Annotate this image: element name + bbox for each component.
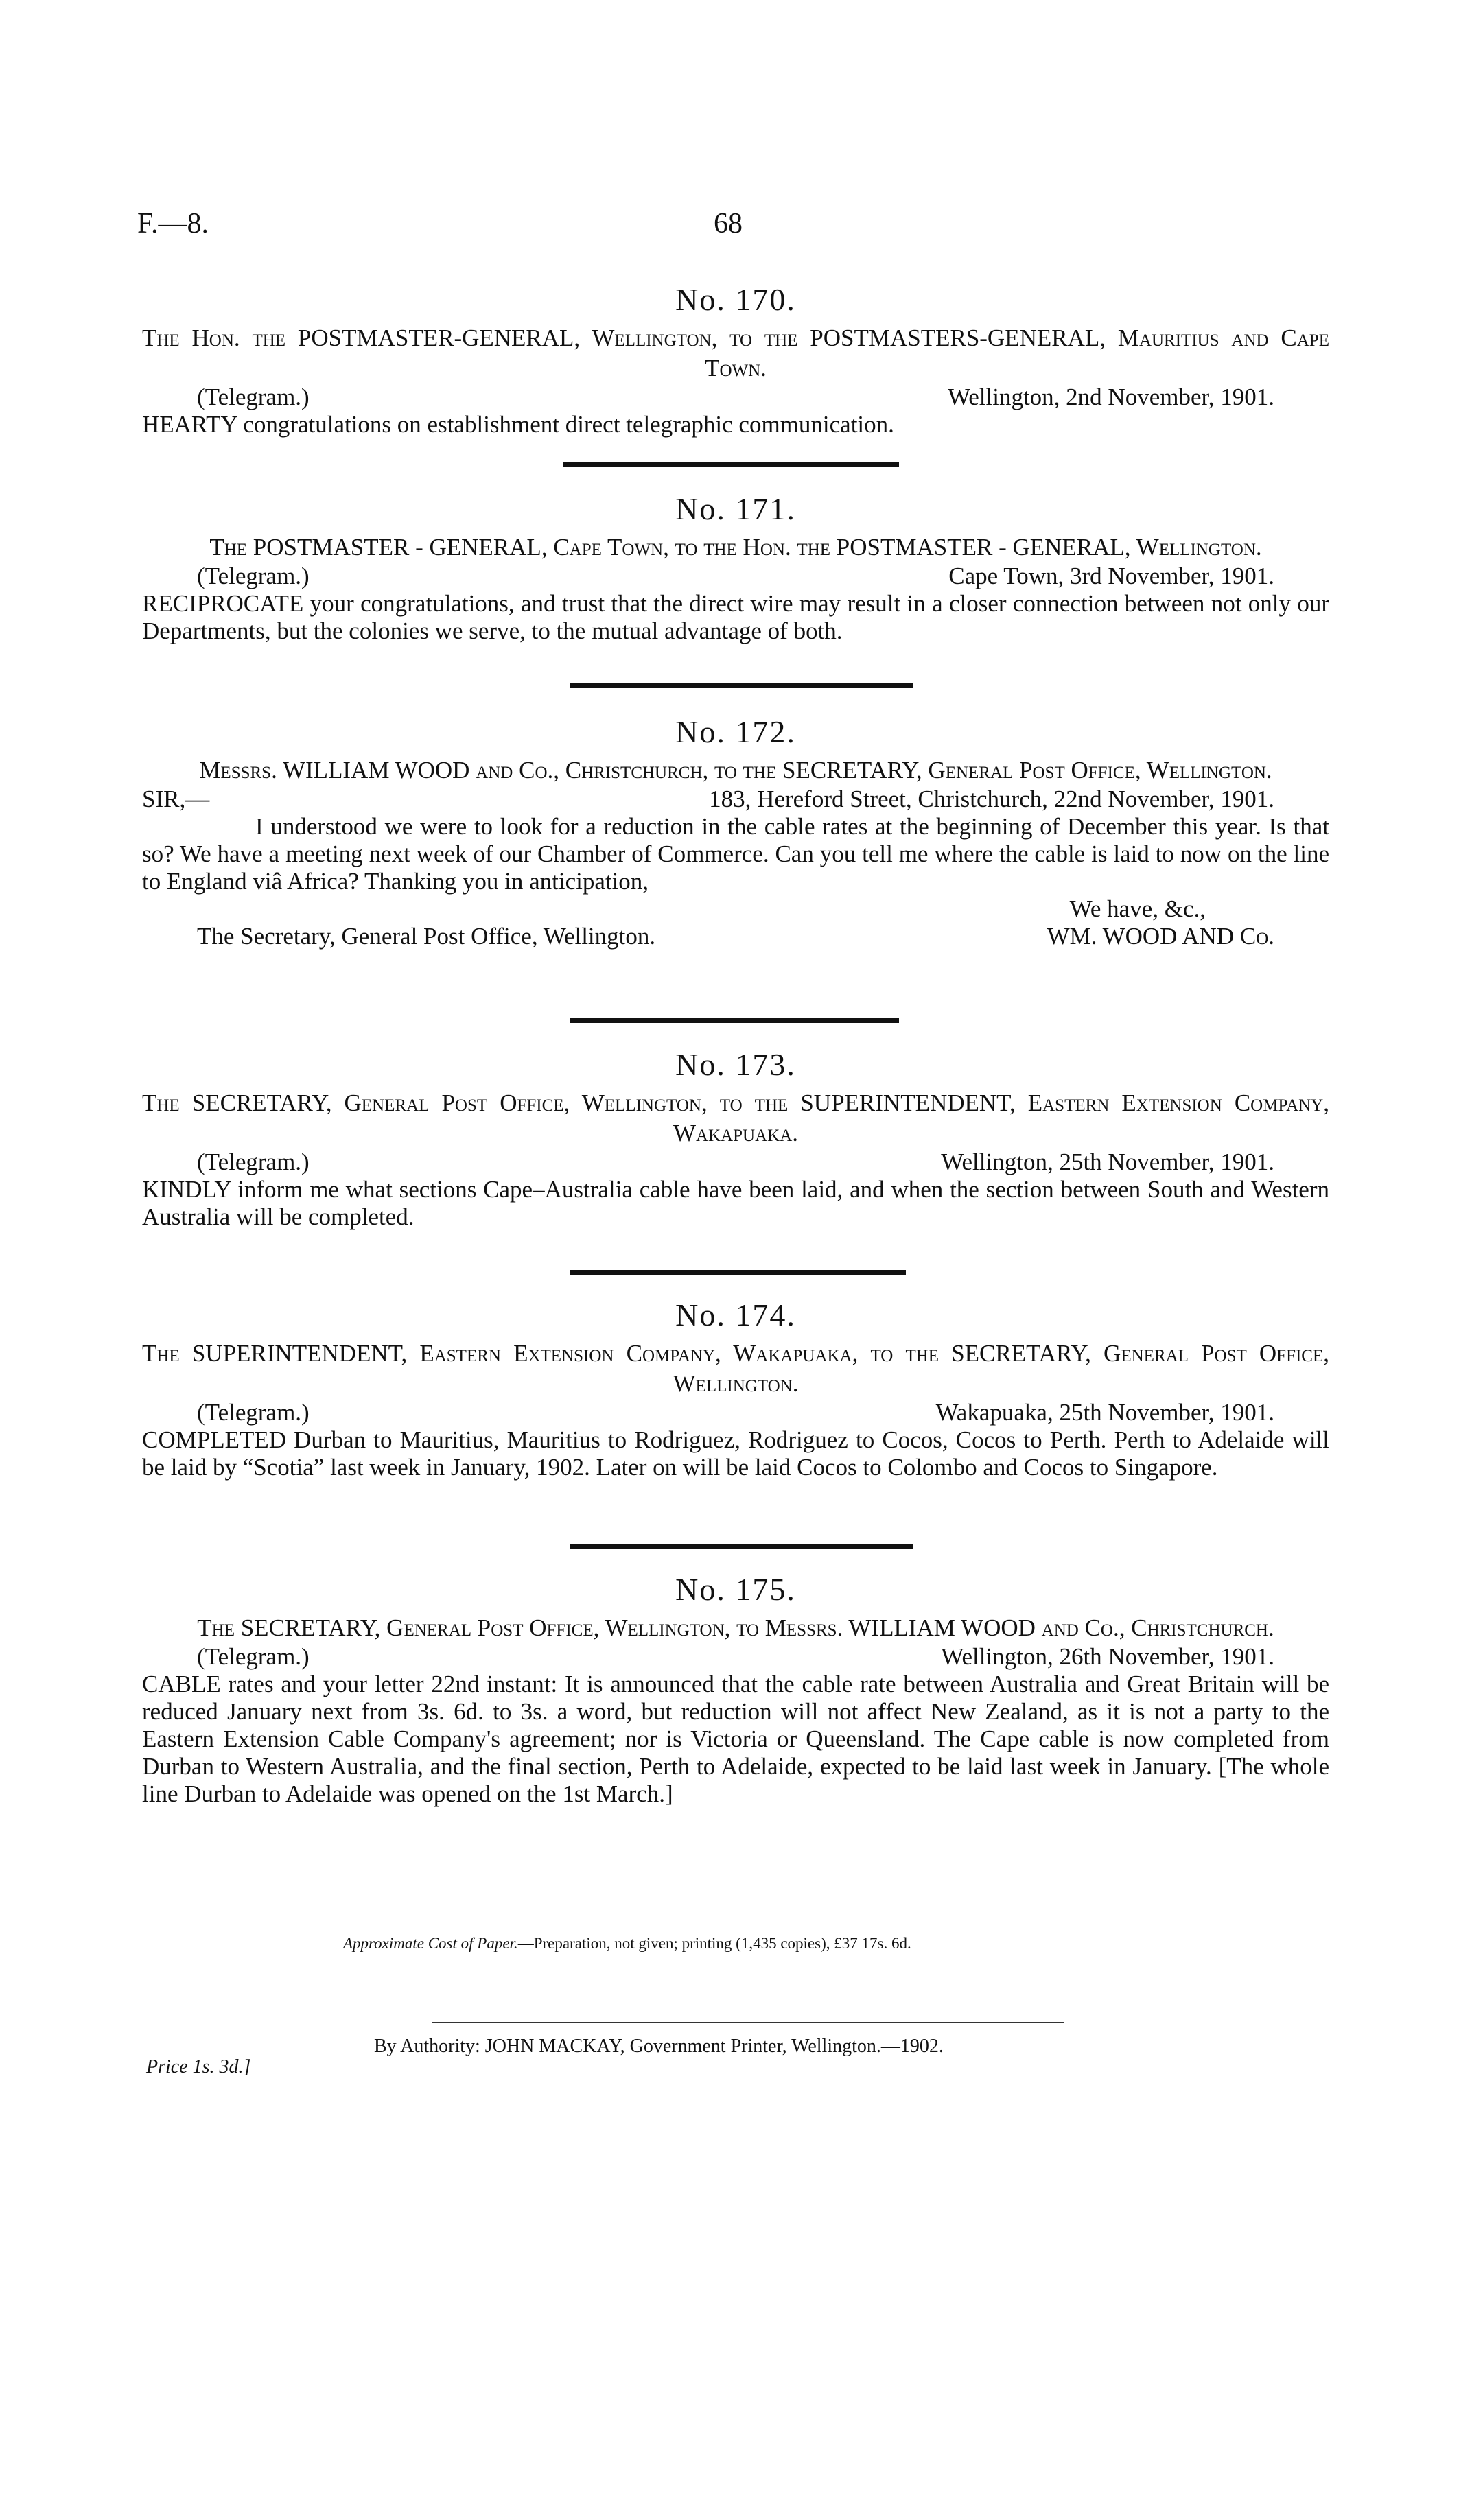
dateline (142, 384, 1329, 411)
closing-line (142, 895, 1329, 923)
dateline-right: 183, Hereford Street, Christchurch, 22nd November, 1901. (709, 786, 1274, 812)
dateline (142, 1643, 1329, 1671)
dateline-right: Wellington, 2nd November, 1901. (948, 384, 1274, 410)
section-divider (570, 1270, 906, 1275)
footer-rule (432, 2022, 1064, 2023)
cost-text: —Preparation, not given; printing (1,435 copies), £37 17s. 6d. (517, 1935, 911, 1952)
dateline-right: Cape Town, 3rd November, 1901. (948, 563, 1274, 589)
section-number: No. 170. (675, 282, 796, 317)
cost-label: Approximate Cost of Paper. (343, 1935, 518, 1952)
dateline (142, 1149, 1329, 1176)
page-number: 68 (714, 208, 743, 239)
section-number: No. 175. (675, 1572, 796, 1607)
dateline (142, 786, 1329, 813)
section-number: No. 173. (675, 1047, 796, 1082)
section-number: No. 172. (675, 714, 796, 749)
section-number: No. 171. (675, 491, 796, 526)
signature-line (142, 923, 1329, 950)
section-address: The Hon. the POSTMASTER-GENERAL, Wellington, to the POSTMASTERS-GENERAL, Mauritius and Cape Town. (142, 325, 1329, 381)
section-divider (570, 683, 913, 688)
section-divider (570, 1544, 913, 1549)
price: Price 1s. 3d.] (146, 2056, 251, 2077)
dateline (142, 563, 1329, 590)
section-171 (142, 491, 1329, 645)
section-body: RECIPROCATE your congratulations, and trust that the direct wire may result in a closer connection between not only our Departments, but the colonies we serve, to the mutual advantage of both. (142, 590, 1329, 644)
section-body: COMPLETED Durban to Mauritius, Mauritius to Rodriguez, Rodriguez to Cocos, Cocos to Perth. Perth to Adelaide will be laid by “Scotia” last week in January, 1902. Later on will be laid Cocos to Colombo and Cocos to Singapore. (142, 1426, 1329, 1481)
section-address: The SUPERINTENDENT, Eastern Extension Company, Wakapuaka, to the SECRETARY, General Post Office, Wellington. (142, 1340, 1329, 1397)
section-body: CABLE rates and your letter 22nd instant: It is announced that the cable rate between Australia and Great Britain will be reduced January next from 3s. 6d. to 3s. a word, but reduction will not affect New Zealand, as it is not a party to the Eastern Extension Cable Company's agreement; nor is Victoria or Queensland. The Cape cable is now completed from Durban to Western Australia, and the final section, Perth to Adelaide, expected to be laid last week in January. [The whole line Durban to Adelaide was opened on the 1st March.] (142, 1671, 1329, 1807)
section-address: The SECRETARY, General Post Office, Wellington, to the SUPERINTENDENT, Eastern Extension Company, Wakapuaka. (142, 1090, 1329, 1146)
section-address: Messrs. WILLIAM WOOD and Co., Christchurch, to the SECRETARY, General Post Office, Wellington. (199, 757, 1272, 784)
dateline-left: (Telegram.) (197, 1643, 310, 1670)
dateline-left: (Telegram.) (197, 1149, 310, 1175)
signature: WM. WOOD AND Co. (1047, 923, 1274, 950)
document-code: F.—8. (137, 208, 209, 239)
section-divider (570, 1018, 899, 1023)
section-body: KINDLY inform me what sections Cape–Australia cable have been laid, and when the section between South and Western Australia will be completed. (142, 1176, 1329, 1230)
dateline-right: Wakapuaka, 25th November, 1901. (935, 1399, 1274, 1426)
dateline-right: Wellington, 25th November, 1901. (941, 1149, 1274, 1175)
section-175 (142, 1571, 1329, 1808)
dateline-left: (Telegram.) (197, 563, 310, 589)
closing: We have, &c., (1069, 895, 1206, 922)
section-address: The POSTMASTER - GENERAL, Cape Town, to the Hon. the POSTMASTER - GENERAL, Wellington. (209, 534, 1262, 561)
printer-authority: By Authority: JOHN MACKAY, Government Printer, Wellington.—1902. (374, 2036, 944, 2057)
section-divider (563, 462, 899, 467)
section-170 (142, 281, 1329, 438)
section-body: HEARTY congratulations on establishment direct telegraphic communication. (142, 411, 894, 438)
salutation: SIR,— (142, 786, 210, 812)
dateline-left: (Telegram.) (197, 384, 310, 410)
section-174 (142, 1297, 1329, 1481)
section-number: No. 174. (675, 1297, 796, 1332)
section-body: I understood we were to look for a reduction in the cable rates at the beginning of December this year. Is that so? We have a meeting next week of our Chamber of Commerce. Can you tell me where the cable is laid to now on the line to England viâ Africa? Thanking you in anticipation, (142, 813, 1329, 895)
section-address: The SECRETARY, General Post Office, Wellington, to Messrs. WILLIAM WOOD and Co., Christchurch. (197, 1614, 1274, 1641)
dateline-right: Wellington, 26th November, 1901. (941, 1643, 1274, 1670)
section-172 (142, 714, 1329, 950)
dateline (142, 1399, 1329, 1426)
dateline-left: (Telegram.) (197, 1399, 310, 1426)
cost-of-paper (343, 1935, 911, 1953)
addressee: The Secretary, General Post Office, Wellington. (197, 923, 656, 950)
section-173 (142, 1046, 1329, 1231)
